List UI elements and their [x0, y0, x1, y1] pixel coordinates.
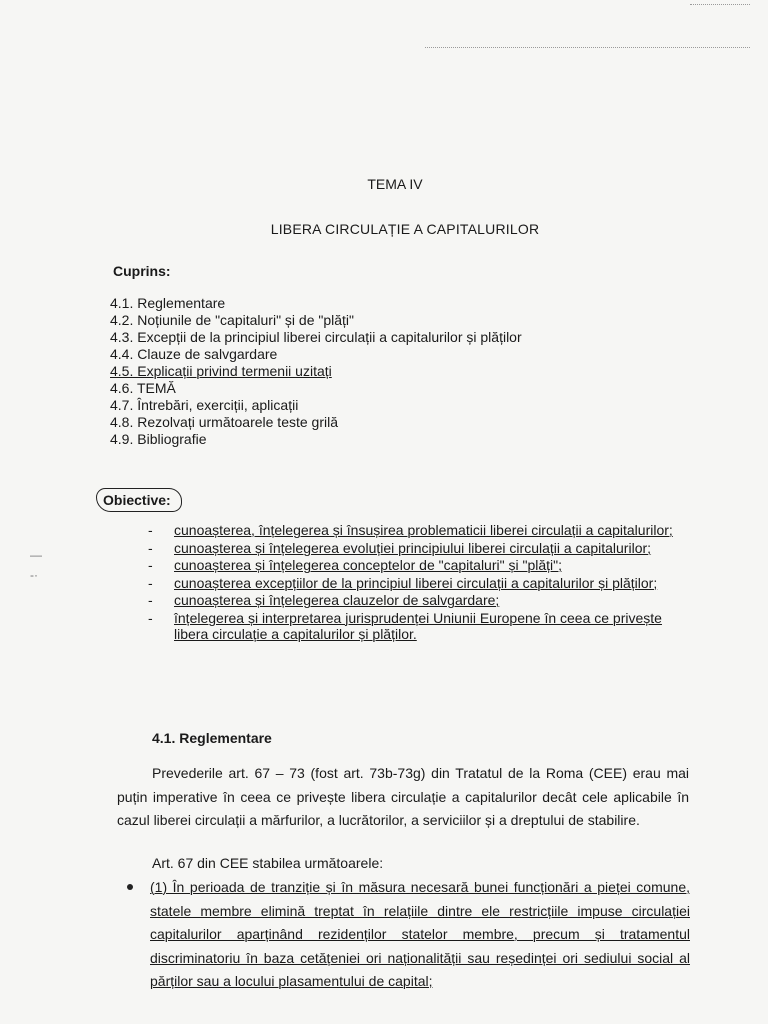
dash-bullet: - [148, 522, 153, 538]
toc-item: 4.1. Reglementare [110, 295, 226, 311]
margin-dash-left: — [30, 548, 42, 562]
document-title: LIBERA CIRCULAȚIE A CAPITALURILOR [270, 221, 540, 237]
objective-item [148, 557, 688, 574]
theme-number: TEMA IV [367, 176, 423, 192]
contents-heading: Cuprins: [113, 263, 171, 279]
body-paragraph: (1) În perioada de tranziție și în măsura necesară bunei funcționări a pieței comune, statele membre elimină treptat în relațiile dintre ele restricțiile impuse circulației capitalurilor aparținând rezidenților statelor membre, precum și tratamentul discriminatoriu în baza cetățeniei ori naționalității sau reședinței ori sediului social al părților sau a locului plasamentului de capital; [150, 879, 690, 989]
objective-item [148, 540, 688, 557]
objectives-heading: Obiective: [96, 488, 182, 512]
toc-item: 4.3. Excepții de la principiul liberei circulații a capitalurilor și plăților [110, 329, 522, 345]
objective-item [148, 592, 688, 609]
objective-item [148, 522, 688, 539]
objective-text: cunoașterea, înțelegerea și însușirea problematicii liberei circulații a capitalurilor; [174, 522, 673, 538]
toc-item: 4.9. Bibliografie [110, 431, 207, 447]
body-paragraph: Prevederile art. 67 – 73 (fost art. 73b-73g) din Tratatul de la Roma (CEE) erau mai puțin imperative în ceea ce privește libera circulație a capitalurilor decât cele aplicabile în cazul liberei circulații a mărfurilor, a lucrătorilor, a serviciilor și a dreptului de stabilire. [117, 765, 689, 828]
toc-item: 4.6. TEMĂ [110, 380, 176, 396]
objective-text: cunoașterea excepțiilor de la principiul liberei circulații a capitalurilor și plăților; [174, 574, 658, 591]
objective-text: cunoașterea și înțelegerea conceptelor de "capitaluri" și "plăți"; [174, 557, 562, 573]
section-heading: 4.1. Reglementare [152, 730, 272, 746]
scan-artifact-top-right [690, 4, 750, 5]
toc-item: 4.5. Explicații privind termenii uzitați [110, 363, 332, 379]
toc-item: 4.7. Întrebări, exerciții, aplicații [110, 397, 299, 413]
dash-bullet: - [148, 609, 153, 626]
objective-text: înțelegerea și interpretarea jurisprudenței Uniunii Europene în ceea ce privește libera circulație a capitalurilor și plăților. [174, 609, 662, 642]
objectives-list [148, 522, 688, 644]
objective-text: cunoașterea și înțelegerea clauzelor de salvgardare; [174, 592, 500, 608]
margin-dash-left-2: -· [30, 568, 38, 582]
dash-bullet: - [148, 574, 153, 591]
table-of-contents [110, 295, 522, 448]
dash-bullet: - [148, 557, 153, 573]
bullet-dot [127, 884, 133, 890]
objective-text: cunoașterea și înțelegerea evoluției principiului liberei circulații a capitalurilor; [174, 539, 652, 556]
objective-item [148, 575, 688, 592]
toc-item: 4.4. Clauze de salvgardare [110, 346, 278, 362]
dash-bullet: - [148, 592, 153, 608]
scan-artifact-top [425, 47, 750, 48]
toc-item: 4.2. Noțiunile de "capitaluri" și de "plăți" [110, 312, 355, 328]
objective-item [148, 610, 688, 643]
body-paragraph: Art. 67 din CEE stabilea următoarele: [152, 855, 384, 871]
dash-bullet: - [148, 539, 153, 556]
toc-item: 4.8. Rezolvați următoarele teste grilă [110, 414, 338, 430]
